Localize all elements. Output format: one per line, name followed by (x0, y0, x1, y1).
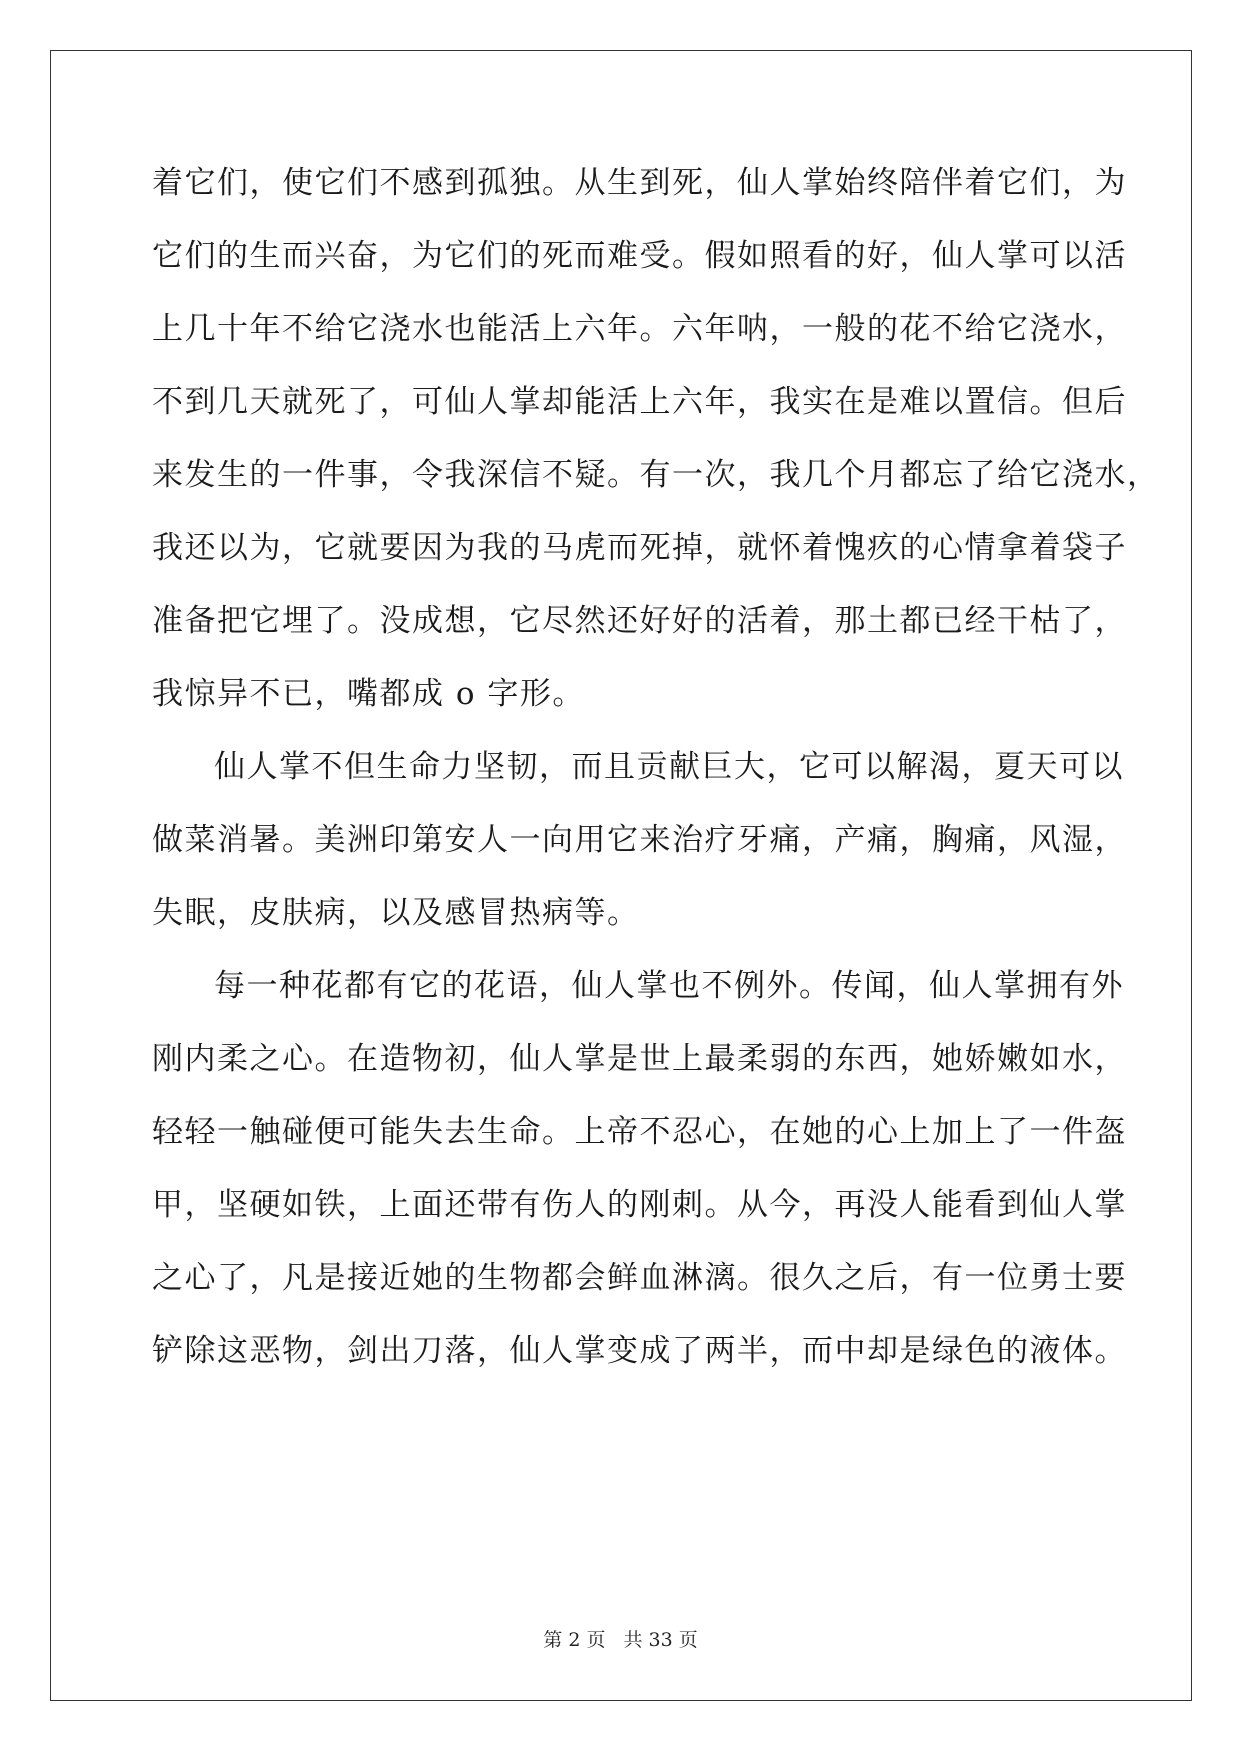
text-line: 它们的生而兴奋，为它们的死而难受。假如照看的好，仙人掌可以活 (152, 238, 1127, 274)
page-number: 第 2 页 (543, 1629, 606, 1651)
text-line: 来发生的一件事，令我深信不疑。有一次，我几个月都忘了给它浇水， (152, 457, 1160, 493)
page-footer (0, 1628, 1241, 1652)
paragraph-first-line: 每一种花都有它的花语，仙人掌也不例外。传闻，仙人掌拥有外 (214, 968, 1124, 1004)
total-pages: 共 33 页 (623, 1629, 698, 1651)
text-line: 我还以为，它就要因为我的马虎而死掉，就怀着愧疚的心情拿着袋子 (152, 530, 1127, 566)
text-line: 铲除这恶物，剑出刀落，仙人掌变成了两半，而中却是绿色的液体。 (152, 1333, 1127, 1369)
text-line: 甲，坚硬如铁，上面还带有伤人的刚刺。从今，再没人能看到仙人掌 (152, 1187, 1127, 1223)
text-line: 着它们，使它们不感到孤独。从生到死，仙人掌始终陪伴着它们，为 (152, 165, 1127, 201)
text-line: 之心了，凡是接近她的生物都会鲜血淋漓。很久之后，有一位勇士要 (152, 1260, 1127, 1296)
paragraph-first-line: 仙人掌不但生命力坚韧，而且贡献巨大，它可以解渴，夏天可以 (214, 749, 1124, 785)
text-line: 刚内柔之心。在造物初，仙人掌是世上最柔弱的东西，她娇嫩如水， (152, 1041, 1127, 1077)
page-border (50, 50, 1192, 1701)
text-line: 失眠，皮肤病，以及感冒热病等。 (152, 895, 640, 931)
text-line: 轻轻一触碰便可能失去生命。上帝不忍心，在她的心上加上了一件盔 (152, 1114, 1127, 1150)
text-line: 准备把它埋了。没成想，它尽然还好好的活着，那土都已经干枯了， (152, 603, 1127, 639)
text-line: 做菜消暑。美洲印第安人一向用它来治疗牙痛，产痛，胸痛，风湿， (152, 822, 1127, 858)
text-line: 我惊异不已，嘴都成 o 字形。 (152, 676, 585, 712)
text-line: 上几十年不给它浇水也能活上六年。六年呐，一般的花不给它浇水， (152, 311, 1127, 347)
text-line: 不到几天就死了，可仙人掌却能活上六年，我实在是难以置信。但后 (152, 384, 1127, 420)
